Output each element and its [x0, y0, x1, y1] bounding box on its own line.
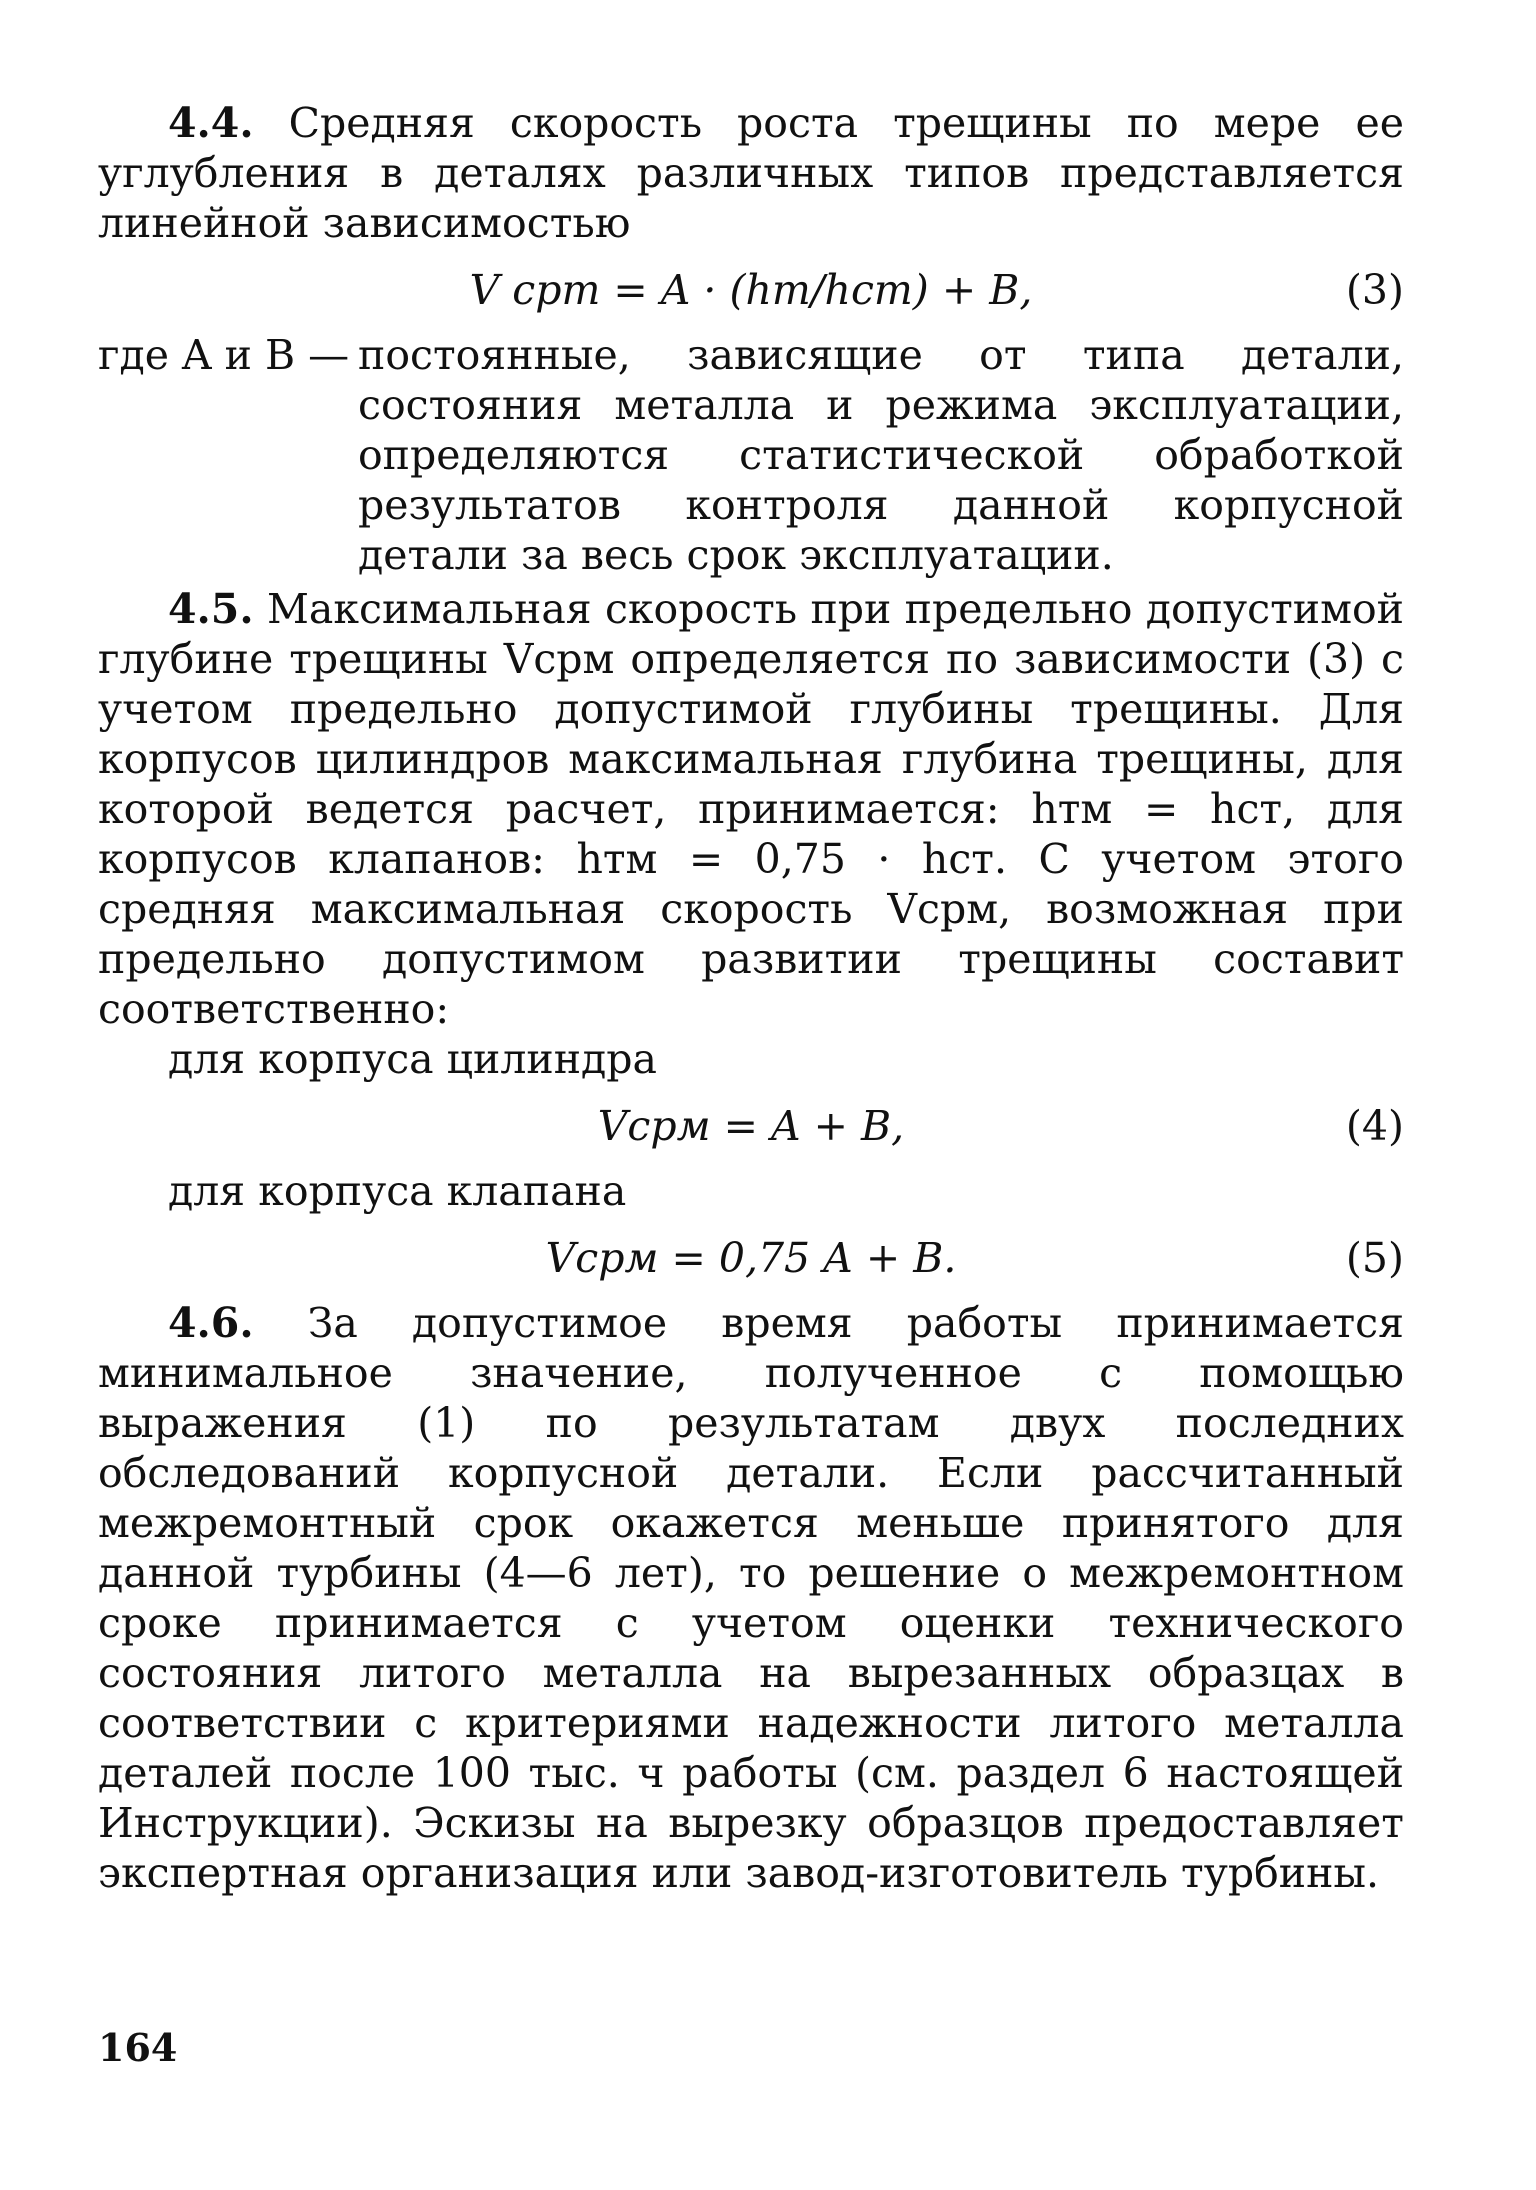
equation-number: (4) [1345, 1102, 1404, 1150]
section-number: 4.6. [168, 1299, 254, 1347]
where-clause [98, 330, 1404, 580]
equation-expression: Vсрм = A + B, [597, 1102, 905, 1150]
equation-expression: V срт = A · (hт/hст) + B, [469, 266, 1033, 314]
equation-number: (3) [1345, 266, 1404, 314]
equation-number: (5) [1345, 1234, 1404, 1282]
section-number: 4.5. [168, 585, 254, 633]
equation-4 [98, 1092, 1404, 1160]
equation-3 [98, 256, 1404, 324]
where-body: постоянные, зависящие от типа детали, состояния металла и режима эксплуатации, определяются статистической обработкой результатов контроля данной корпусной детали за весь срок эксплуатации. [358, 331, 1404, 579]
valve-label: для корпуса клапана [168, 1167, 627, 1215]
where-lead: где A и B — [98, 331, 350, 379]
page-number: 164 [98, 2025, 178, 2070]
section-4-6 [98, 1298, 1404, 1898]
section-4-5 [98, 584, 1404, 1034]
page-content [98, 98, 1404, 1898]
cylinder-label: для корпуса цилиндра [168, 1035, 657, 1083]
equation-5 [98, 1224, 1404, 1292]
section-text: Максимальная скорость при предельно допустимой глубине трещины Vсрм определяется по зависимости (3) с учетом предельно допустимой глубины трещины. Для корпусов цилиндров максимальная глубина трещины, для которой ведется расчет, принимается: hтм = hст, для корпусов клапанов: hтм = 0,75 · hст. С учетом этого средняя максимальная скорость Vсрм, возможная при предельно допустимом развитии трещины составит соответственно: [98, 585, 1404, 1033]
section-text: За допустимое время работы принимается минимальное значение, полученное с помощью выражения (1) по результатам двух последних обследований корпусной детали. Если рассчитанный межремонтный срок окажется меньше принятого для данной турбины (4—6 лет), то решение о межремонтном сроке принимается с учетом оценки технического состояния литого металла на вырезанных образцах в соответствии с критериями надежности литого металла деталей после 100 тыс. ч работы (см. раздел 6 настоящей Инструкции). Эскизы на вырезку образцов предоставляет экспертная организация или завод-изготовитель турбины. [98, 1299, 1404, 1897]
section-4-4 [98, 98, 1404, 248]
equation-expression: Vсрм = 0,75 A + B. [545, 1234, 957, 1282]
section-text: Средняя скорость роста трещины по мере ее углубления в деталях различных типов представляется линейной зависимостью [98, 99, 1404, 247]
section-number: 4.4. [168, 99, 254, 147]
